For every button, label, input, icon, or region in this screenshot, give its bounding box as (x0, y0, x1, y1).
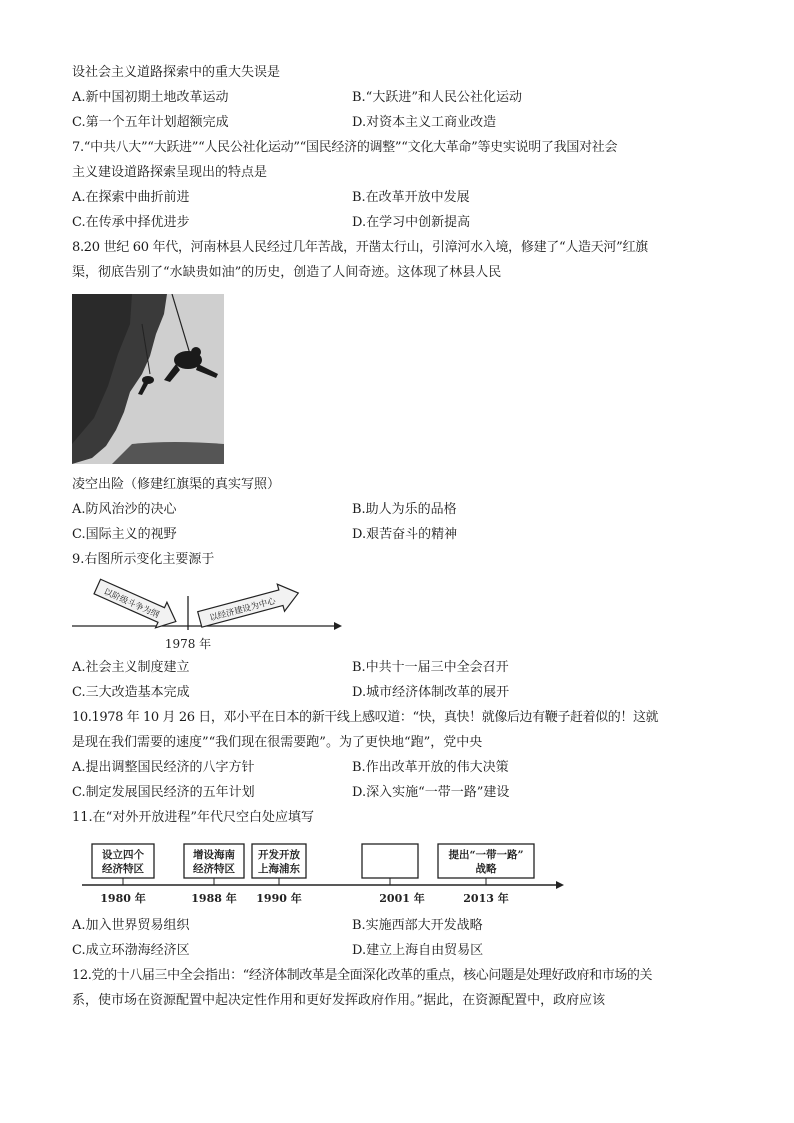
opening-up-timeline (72, 836, 566, 908)
q8-option-c[interactable]: C.国际主义的视野 (72, 527, 177, 542)
q6-option-b[interactable]: B.“大跃进”和人民公社化运动 (352, 90, 522, 105)
year-label: 1978 年 (164, 637, 212, 651)
q9-stem: 9.右图所示变化主要源于 (72, 552, 215, 567)
box-line2: 经济特区 (102, 863, 144, 875)
q11-option-d[interactable]: D.建立上海自由贸易区 (352, 943, 484, 958)
box-line2: 上海浦东 (258, 863, 300, 875)
year-label: 2001 年 (379, 892, 425, 905)
q9-option-b[interactable]: B.中共十一届三中全会召开 (352, 660, 509, 675)
q10-option-a[interactable]: A.提出调整国民经济的八字方针 (72, 760, 255, 775)
timeline-item-2013 (438, 844, 534, 905)
economic-construction-arrow (196, 580, 302, 633)
q6-stem: 设社会主义道路探索中的重大失误是 (72, 65, 281, 80)
q6-option-c[interactable]: C.第一个五年计划超额完成 (72, 115, 229, 130)
box-line1: 增设海南 (193, 849, 235, 861)
q8-option-d[interactable]: D.艰苦奋斗的精神 (352, 527, 458, 542)
timeline-item-1988 (184, 844, 244, 905)
q7-option-c[interactable]: C.在传承中择优进步 (72, 215, 190, 230)
q11-stem: 11.在“对外开放进程”年代尺空白处应填写 (72, 810, 314, 825)
q11-option-a[interactable]: A.加入世界贸易组织 (72, 918, 190, 933)
q6-option-a[interactable]: A.新中国初期土地改革运动 (72, 90, 229, 105)
arrow-left-label: 以阶级斗争为纲 (101, 587, 161, 621)
year-label: 1988 年 (191, 892, 237, 905)
year-label: 2013 年 (463, 892, 509, 905)
axis-arrow-head (556, 881, 564, 889)
q7-stem-line1: 7.“中共八大”“大跃进”“人民公社化运动”“国民经济的调整”“文化大革命”等史实说明了我国对社会 (72, 140, 618, 155)
q9-option-d[interactable]: D.城市经济体制改革的展开 (352, 685, 510, 700)
q12-stem-line1: 12.党的十八届三中全会指出：“经济体制改革是全面深化改革的重点，核心问题是处理好政府和市场的关 (72, 968, 653, 983)
q7-option-a[interactable]: A.在探索中曲折前进 (72, 190, 190, 205)
q7-stem-line2: 主义建设道路探索呈现出的特点是 (72, 165, 268, 180)
timeline-item-2001-blank (362, 844, 425, 905)
timeline-item-1990 (252, 844, 306, 905)
box-line1: 开发开放 (258, 849, 300, 861)
box-line2: 战略 (475, 863, 497, 875)
box-line1: 提出“一带一路” (448, 849, 524, 861)
arrow-right-label: 以经济建设为中心 (208, 596, 277, 624)
q10-stem-line2: 是现在我们需要的速度”“我们现在很需要跑”。为了更快地“跑”，党中央 (72, 735, 483, 750)
q8-stem-line1: 8.20 世纪 60 年代，河南林县人民经过几年苦战，开凿太行山，引漳河水入境，修建了“人造天河”红旗 (72, 240, 648, 255)
q10-option-b[interactable]: B.作出改革开放的伟大决策 (352, 760, 509, 775)
q12-stem-line2: 系，使市场在资源配置中起决定性作用和更好发挥政府作用。”据此，在资源配置中，政府应该 (72, 993, 606, 1008)
box-line2: 经济特区 (193, 863, 235, 875)
q8-option-a[interactable]: A.防风治沙的决心 (72, 502, 177, 517)
year-label: 1990 年 (256, 892, 302, 905)
q10-option-c[interactable]: C.制定发展国民经济的五年计划 (72, 785, 255, 800)
cliff-workers-photo (72, 294, 224, 464)
policy-shift-diagram (72, 578, 342, 656)
q8-option-b[interactable]: B.助人为乐的品格 (352, 502, 457, 517)
blank-box[interactable] (362, 844, 418, 878)
axis-arrow-head (334, 622, 342, 630)
box-line1: 设立四个 (102, 849, 144, 861)
q11-option-c[interactable]: C.成立环渤海经济区 (72, 943, 190, 958)
q7-option-d[interactable]: D.在学习中创新提高 (352, 215, 471, 230)
cliff-photo-drawing (72, 294, 224, 464)
q8-photo-caption: 凌空出险（修建红旗渠的真实写照） (72, 477, 281, 492)
q10-option-d[interactable]: D.深入实施“一带一路”建设 (352, 785, 510, 800)
year-label: 1980 年 (100, 892, 146, 905)
q11-option-b[interactable]: B.实施西部大开发战略 (352, 918, 483, 933)
q9-option-a[interactable]: A.社会主义制度建立 (72, 660, 190, 675)
q10-stem-line1: 10.1978 年 10 月 26 日，邓小平在日本的新干线上感叹道：“快，真快！就像后边有鞭子赶着似的！这就 (72, 710, 659, 725)
q9-option-c[interactable]: C.三大改造基本完成 (72, 685, 190, 700)
q6-option-d[interactable]: D.对资本主义工商业改造 (352, 115, 497, 130)
q8-stem-line2: 渠，彻底告别了“水缺贵如油”的历史，创造了人间奇迹。这体现了林县人民 (72, 265, 502, 280)
timeline-item-1980 (92, 844, 154, 905)
q7-option-b[interactable]: B.在改革开放中发展 (352, 190, 470, 205)
